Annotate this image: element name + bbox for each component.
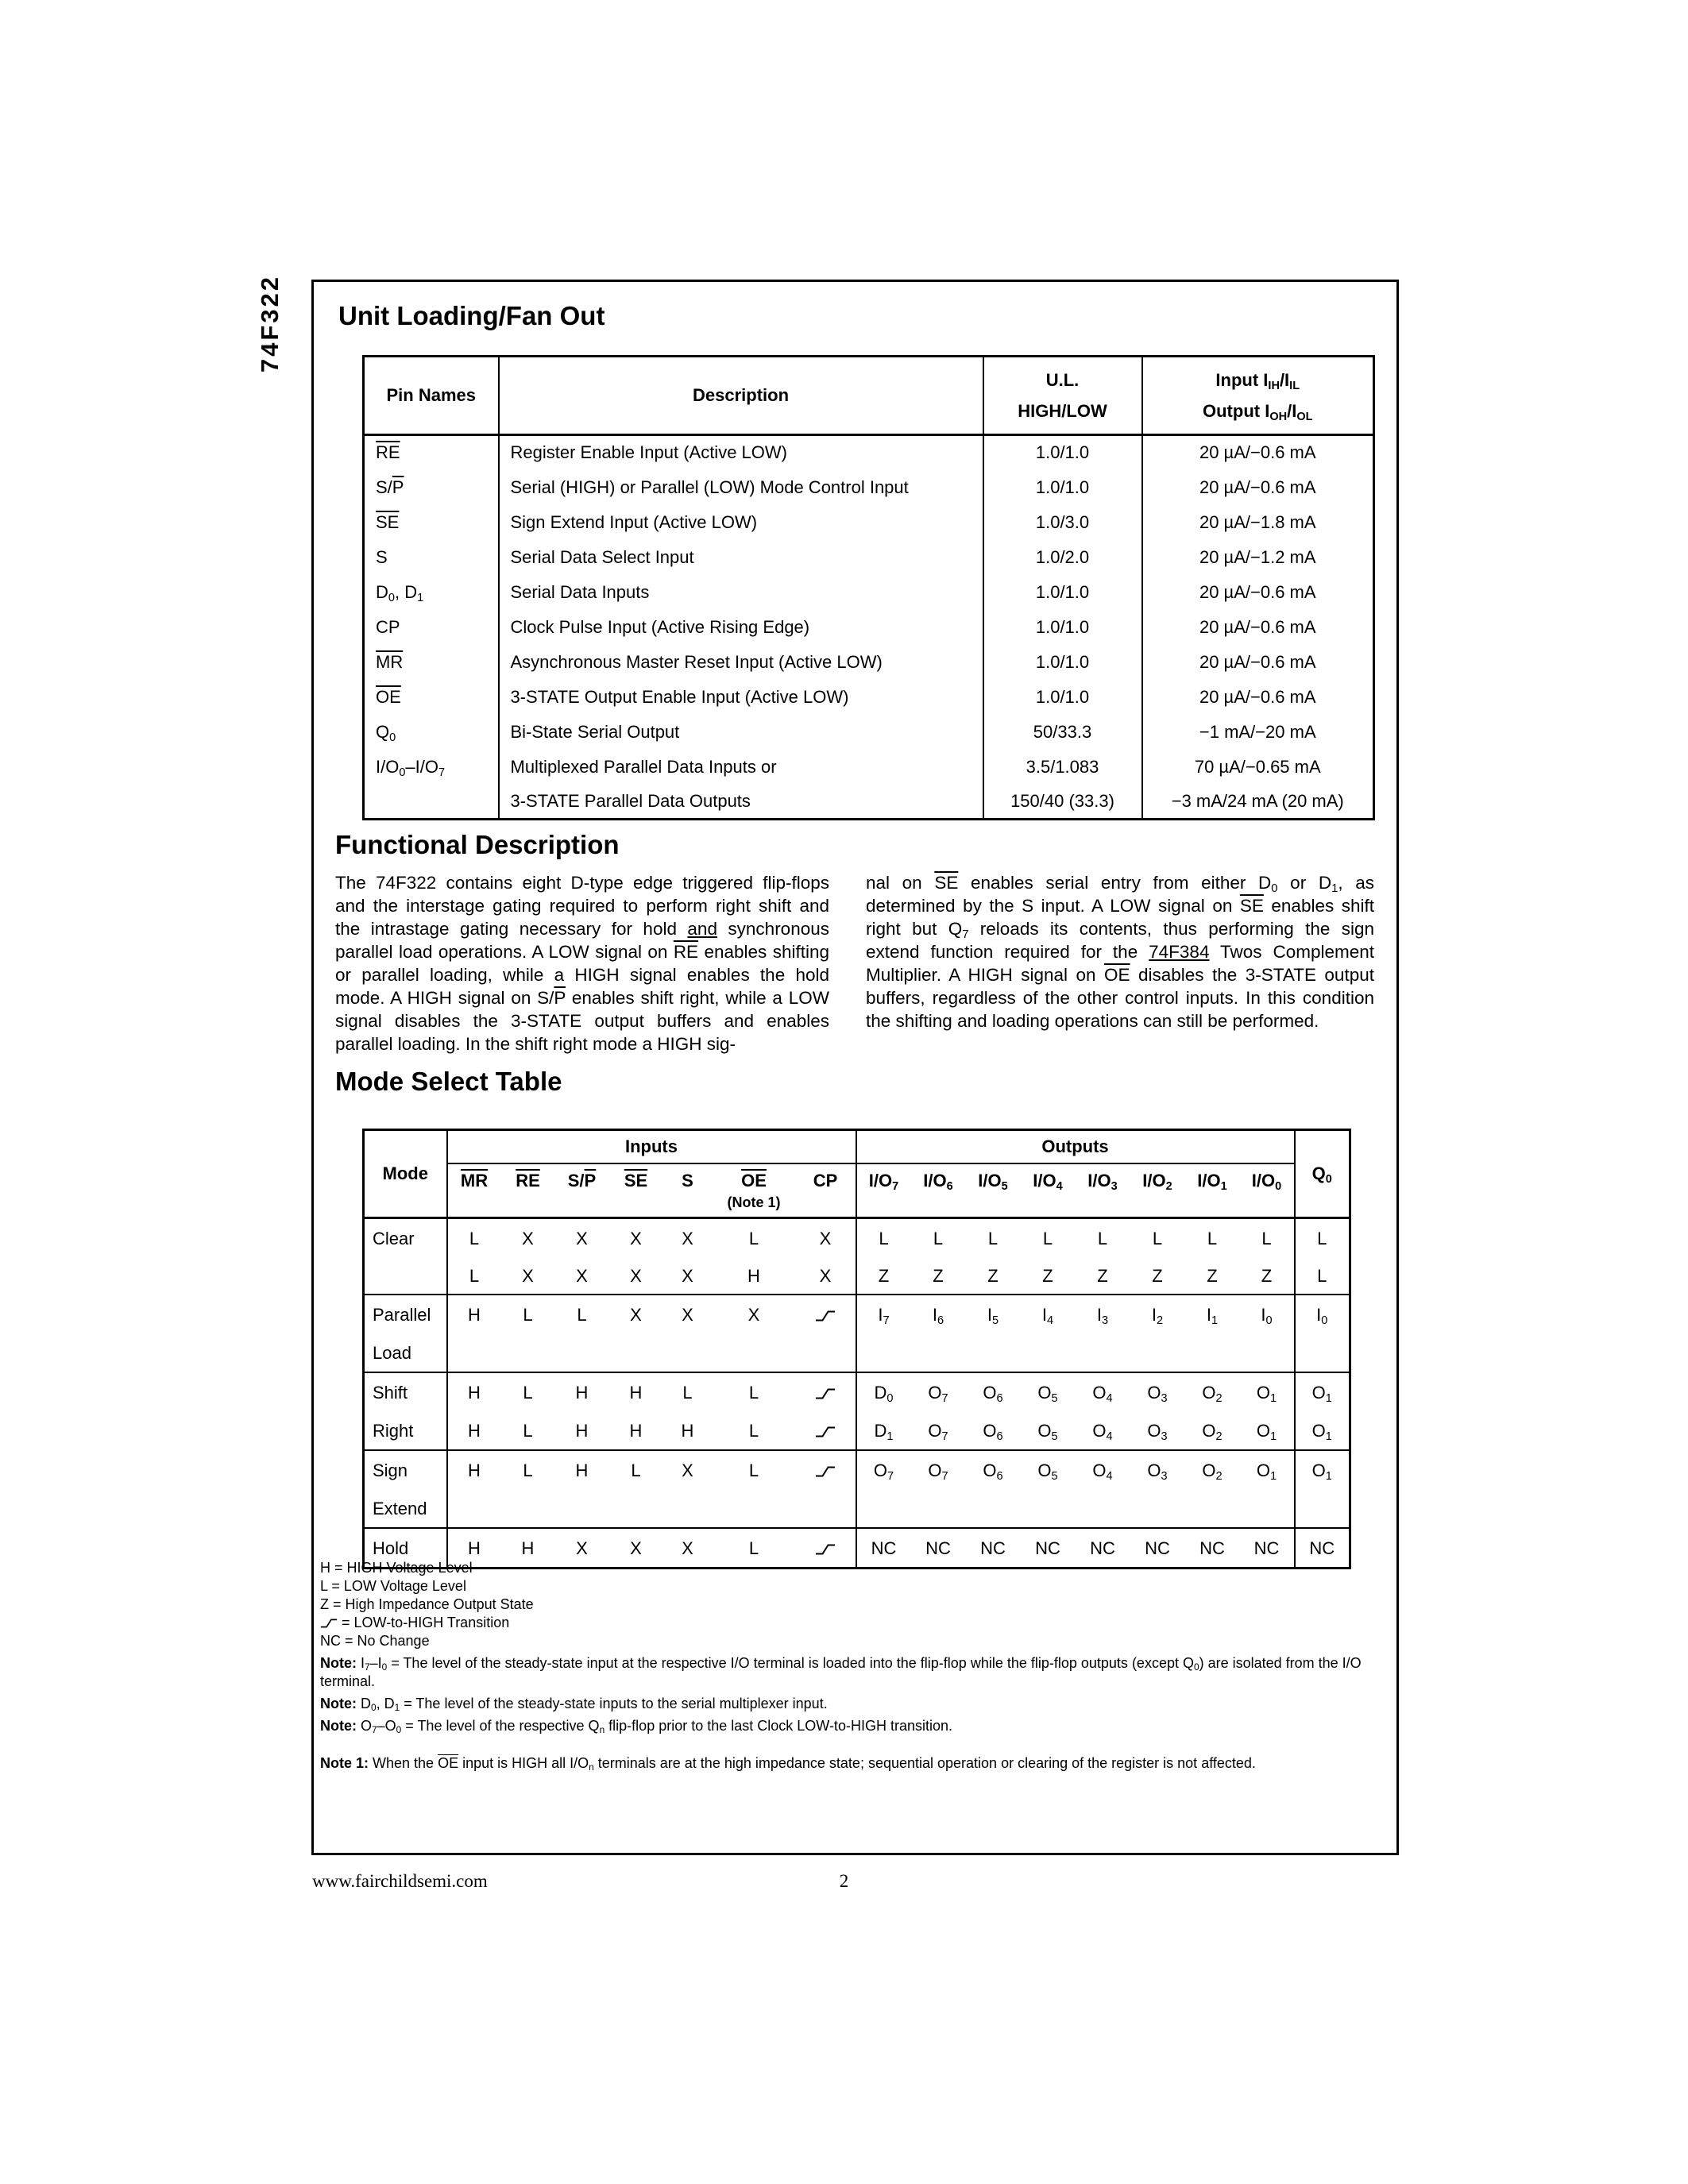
- output-cell: $I_5$: [966, 1295, 1021, 1372]
- output-cell: $O_7$: [911, 1372, 966, 1411]
- note-serial-inputs: Note: $D_0$, $D_1$ = The level of the steady-state inputs to the serial multiplexer input.: [320, 1696, 828, 1714]
- legend-low: L = LOW Voltage Level: [320, 1578, 466, 1594]
- current-cell: 20 µA/−0.6 mA: [1142, 470, 1374, 505]
- table-row: [364, 610, 1374, 645]
- output-cell: $O_4$: [1076, 1450, 1130, 1528]
- section-title-mode-select-table: Mode Select Table: [335, 1067, 562, 1096]
- input-cell: H: [555, 1450, 609, 1528]
- input-cell: L: [713, 1372, 796, 1411]
- output-cell: $O_2$: [1185, 1372, 1240, 1411]
- ul-cell: 1.0/1.0: [983, 680, 1142, 715]
- ul-cell: 50/33.3: [983, 715, 1142, 750]
- current-cell: −1 mA/−20 mA: [1142, 715, 1374, 750]
- table-row: [364, 435, 1374, 470]
- output-cell: NC: [1185, 1528, 1240, 1569]
- input-cell: X: [819, 1265, 832, 1286]
- current-cell: 70 µA/−0.65 mA: [1142, 750, 1374, 785]
- input-cell: H: [447, 1372, 501, 1411]
- table-row: [364, 575, 1374, 610]
- mode-label-text: Right: [373, 1420, 414, 1441]
- q0-column-header: $Q_0$: [1295, 1130, 1350, 1218]
- output-cell: $O_5$: [1021, 1450, 1076, 1528]
- output-cell: $I_2$: [1130, 1295, 1185, 1372]
- col-header-ul: [983, 357, 1142, 435]
- input-cell: L: [609, 1450, 663, 1528]
- input-cell: X: [630, 1265, 642, 1286]
- output-cell: $O_6$: [966, 1372, 1021, 1411]
- col-header-current: [1142, 357, 1374, 435]
- col-header-s: S: [663, 1163, 713, 1218]
- section-title-functional-description: Functional Description: [335, 830, 620, 859]
- col-header-io6: $I/O_6$: [911, 1163, 966, 1218]
- output-cell: $I_1$: [1185, 1295, 1240, 1372]
- q0-cell: NC: [1295, 1528, 1350, 1569]
- col-header-io4: $I/O_4$: [1021, 1163, 1076, 1218]
- mode-row-shift-right-1: [364, 1372, 1350, 1411]
- output-cell: $O_2$: [1202, 1420, 1223, 1443]
- table-row: [364, 645, 1374, 680]
- output-cell: Z: [1152, 1265, 1163, 1286]
- input-cell: X: [609, 1218, 663, 1256]
- output-cell: Z: [1261, 1265, 1273, 1286]
- table-row: [364, 785, 1374, 820]
- q0-cell: $O_1$: [1295, 1372, 1350, 1411]
- q0-cell: L: [1295, 1218, 1350, 1256]
- output-cell: $I_3$: [1076, 1295, 1130, 1372]
- ul-header-line2: HIGH/LOW: [1018, 400, 1107, 421]
- output-cell: $O_5$: [1037, 1420, 1058, 1443]
- description-cell: Serial (HIGH) or Parallel (LOW) Mode Control Input: [499, 470, 983, 505]
- mode-label-text: Shift: [373, 1382, 408, 1403]
- mode-label-text: Hold: [373, 1538, 409, 1558]
- footer-website-link[interactable]: www.fairchildsemi.com: [312, 1871, 488, 1891]
- pin-name-cell: $Q_0$: [364, 715, 499, 750]
- input-cell: X: [663, 1218, 713, 1256]
- pin-name-cell: $\overline{MR}$: [364, 645, 499, 680]
- col-header-se: $\overline{SE}$: [609, 1163, 663, 1218]
- table-row: [364, 750, 1374, 785]
- output-current-header: Output $I_{OH}/I_{OL}$: [1203, 400, 1313, 423]
- output-cell: $D_1$: [856, 1411, 911, 1450]
- col-header-sp: $S/\overline{P}$: [555, 1163, 609, 1218]
- current-cell: 20 µA/−0.6 mA: [1142, 645, 1374, 680]
- cp-edge-cell: [796, 1450, 856, 1528]
- current-cell: −3 mA/24 mA (20 mA): [1142, 785, 1374, 820]
- input-cell: X: [682, 1265, 693, 1286]
- output-cell: Z: [1042, 1265, 1053, 1286]
- part-number-sidebar-label: 74F322: [256, 275, 284, 373]
- input-cell: X: [663, 1295, 713, 1372]
- mode-label-text: Load: [373, 1342, 411, 1363]
- output-cell: $I_4$: [1021, 1295, 1076, 1372]
- input-cell: H: [629, 1420, 643, 1441]
- table-row: [364, 505, 1374, 540]
- table-row: [364, 680, 1374, 715]
- input-cell: X: [522, 1265, 534, 1286]
- col-header-io5: $I/O_5$: [966, 1163, 1021, 1218]
- col-header-io3: $I/O_3$: [1076, 1163, 1130, 1218]
- ul-cell: 1.0/1.0: [983, 645, 1142, 680]
- ul-cell: 150/40 (33.3): [983, 785, 1142, 820]
- output-cell: NC: [1021, 1528, 1076, 1569]
- input-cell: H: [447, 1528, 501, 1569]
- current-cell: 20 µA/−1.8 mA: [1142, 505, 1374, 540]
- mode-label-text: Parallel: [373, 1304, 431, 1325]
- input-cell: L: [501, 1295, 555, 1372]
- outputs-group-header: Outputs: [856, 1130, 1295, 1164]
- output-cell: $O_5$: [1021, 1372, 1076, 1411]
- description-cell: Sign Extend Input (Active LOW): [499, 505, 983, 540]
- output-cell: L: [911, 1218, 966, 1256]
- output-cell: $I_0$: [1240, 1295, 1295, 1372]
- mode-table-group-header-row: [364, 1130, 1350, 1164]
- output-cell: Z: [1097, 1265, 1108, 1286]
- output-cell: $O_3$: [1130, 1450, 1185, 1528]
- ul-header-stack: [984, 370, 1141, 422]
- input-cell: L: [447, 1218, 501, 1256]
- q0-cell: $O_1$: [1295, 1411, 1350, 1450]
- input-cell: L: [663, 1372, 713, 1411]
- mode-row-parallel-load: [364, 1295, 1350, 1372]
- content-frame: [311, 280, 1399, 1855]
- description-cell: Multiplexed Parallel Data Inputs or: [499, 750, 983, 785]
- current-header-stack: [1143, 370, 1373, 422]
- mode-label-shift-right: [364, 1372, 447, 1450]
- output-cell: NC: [1076, 1528, 1130, 1569]
- output-cell: $O_3$: [1130, 1372, 1185, 1411]
- cp-edge-cell: [796, 1372, 856, 1411]
- input-cell: L: [501, 1372, 555, 1411]
- input-cell: H: [501, 1528, 555, 1569]
- description-cell: Asynchronous Master Reset Input (Active LOW): [499, 645, 983, 680]
- input-cell: X: [663, 1528, 713, 1569]
- output-cell: $O_1$: [1240, 1450, 1295, 1528]
- col-header-cp: CP: [796, 1163, 856, 1218]
- table-notes: [320, 1559, 1381, 1773]
- ul-cell: 1.0/1.0: [983, 610, 1142, 645]
- output-cell: $O_6$: [966, 1450, 1021, 1528]
- mode-row-sign-extend: [364, 1450, 1350, 1528]
- col-header-io0: $I/O_0$: [1240, 1163, 1295, 1218]
- unit-loading-header-row: [364, 357, 1374, 435]
- input-cell: H: [681, 1420, 694, 1441]
- output-cell: $O_1$: [1256, 1420, 1277, 1443]
- inputs-group-header: Inputs: [447, 1130, 856, 1164]
- cp-edge-cell: [796, 1295, 856, 1372]
- input-cell: X: [796, 1218, 856, 1256]
- pin-name-cell: $S/\overline{P}$: [364, 470, 499, 505]
- input-cell: X: [663, 1450, 713, 1528]
- legend-edge-text: = LOW-to-HIGH Transition: [342, 1615, 510, 1630]
- output-cell: L: [856, 1218, 911, 1256]
- mode-row-clear-1: [364, 1218, 1350, 1256]
- low-to-high-transition-icon: [815, 1426, 836, 1437]
- col-header-description: Description: [499, 357, 983, 435]
- output-cell: $O_4$: [1076, 1372, 1130, 1411]
- ul-cell: 3.5/1.083: [983, 750, 1142, 785]
- pin-name-cell: [364, 785, 499, 820]
- mode-label-clear: [364, 1218, 447, 1295]
- low-to-high-transition-icon: [320, 1619, 338, 1628]
- output-cell: $I_6$: [911, 1295, 966, 1372]
- col-header-mr: $\overline{MR}$: [447, 1163, 501, 1218]
- output-cell: NC: [911, 1528, 966, 1569]
- input-cell: H: [575, 1420, 589, 1441]
- legend-nc: NC = No Change: [320, 1633, 430, 1649]
- input-cell: X: [713, 1295, 796, 1372]
- pin-name-cell: CP: [364, 610, 499, 645]
- q0-cell: L: [1295, 1256, 1350, 1295]
- output-cell: NC: [1240, 1528, 1295, 1569]
- unit-loading-table: [362, 355, 1375, 820]
- output-cell: Z: [987, 1265, 999, 1286]
- col-header-io1: $I/O_1$: [1185, 1163, 1240, 1218]
- output-cell: $D_0$: [856, 1372, 911, 1411]
- col-header-io7: $I/O_7$: [856, 1163, 911, 1218]
- col-header-oe: $\overline{OE}$ (Note 1): [713, 1163, 796, 1218]
- ul-cell: 1.0/2.0: [983, 540, 1142, 575]
- input-cell: X: [501, 1218, 555, 1256]
- table-row: [364, 540, 1374, 575]
- pin-name-cell: $\overline{SE}$: [364, 505, 499, 540]
- ul-header-line1: U.L.: [1045, 369, 1080, 390]
- q0-cell: $O_1$: [1295, 1450, 1350, 1528]
- mode-row-clear-2: [364, 1256, 1350, 1295]
- output-cell: L: [1185, 1218, 1240, 1256]
- current-cell: 20 µA/−0.6 mA: [1142, 610, 1374, 645]
- input-cell: H: [447, 1450, 501, 1528]
- pin-name-cell: $D_0$, $D_1$: [364, 575, 499, 610]
- description-cell: Serial Data Inputs: [499, 575, 983, 610]
- output-cell: L: [1021, 1218, 1076, 1256]
- legend-edge: [320, 1614, 1381, 1632]
- output-cell: $O_3$: [1147, 1420, 1168, 1443]
- input-cell: L: [713, 1218, 796, 1256]
- output-cell: Z: [856, 1256, 911, 1295]
- cp-edge-cell: [796, 1411, 856, 1450]
- mode-row-shift-right-2: [364, 1411, 1350, 1450]
- footer-page-number: 2: [839, 1871, 849, 1891]
- table-row: [364, 470, 1374, 505]
- input-cell: L: [748, 1420, 759, 1441]
- input-cell: X: [609, 1528, 663, 1569]
- mode-label-parallel-load: [364, 1295, 447, 1372]
- low-to-high-transition-icon: [815, 1310, 836, 1322]
- input-cell: X: [576, 1265, 588, 1286]
- current-cell: 20 µA/−1.2 mA: [1142, 540, 1374, 575]
- output-cell: $O_6$: [983, 1420, 1003, 1443]
- output-cell: Z: [933, 1265, 944, 1286]
- output-cell: L: [966, 1218, 1021, 1256]
- input-cell: H: [468, 1420, 481, 1441]
- output-cell: L: [1130, 1218, 1185, 1256]
- description-cell: Serial Data Select Input: [499, 540, 983, 575]
- mode-label-sign-extend: [364, 1450, 447, 1528]
- input-cell: X: [555, 1528, 609, 1569]
- output-cell: NC: [1130, 1528, 1185, 1569]
- functional-description-column-1: The 74F322 contains eight D-type edge triggered flip-flops and the interstage gating required to perform right shift and the intrastage gating necessary for hold and synchronous parallel load operations. A LOW signal on $\overline{RE}$ enables shifting or parallel loading, while a HIGH signal enables the hold mode. A HIGH signal on $S/\overline{P}$ enables shift right, while a LOW signal disables the 3-STATE output buffers and enables parallel loading. In the shift right mode a HIGH sig-: [335, 873, 830, 1054]
- low-to-high-transition-icon: [815, 1388, 836, 1399]
- input-cell: L: [713, 1528, 796, 1569]
- current-cell: 20 µA/−0.6 mA: [1142, 575, 1374, 610]
- input-cell: L: [713, 1450, 796, 1528]
- ul-cell: 1.0/3.0: [983, 505, 1142, 540]
- output-cell: NC: [856, 1528, 911, 1569]
- col-header-re: $\overline{RE}$: [501, 1163, 555, 1218]
- output-cell: $O_4$: [1092, 1420, 1113, 1443]
- current-cell: 20 µA/−0.6 mA: [1142, 680, 1374, 715]
- output-cell: $O_7$: [928, 1420, 948, 1443]
- input-cell: X: [609, 1295, 663, 1372]
- table-row: [364, 715, 1374, 750]
- low-to-high-transition-icon: [815, 1544, 836, 1555]
- output-cell: $I_7$: [856, 1295, 911, 1372]
- mode-label-text: Extend: [373, 1498, 427, 1518]
- pin-name-cell: $\overline{RE}$: [364, 435, 499, 470]
- ul-cell: 1.0/1.0: [983, 575, 1142, 610]
- pin-name-cell: $I/O_0-I/O_7$: [364, 750, 499, 785]
- input-cell: H: [747, 1265, 760, 1286]
- mode-label-text: Sign: [373, 1460, 408, 1480]
- low-to-high-transition-icon: [815, 1466, 836, 1477]
- input-cell: X: [555, 1218, 609, 1256]
- input-cell: L: [469, 1265, 480, 1286]
- description-cell: 3-STATE Output Enable Input (Active LOW): [499, 680, 983, 715]
- output-cell: L: [1240, 1218, 1295, 1256]
- section-title-unit-loading: Unit Loading/Fan Out: [338, 301, 605, 330]
- input-cell: L: [555, 1295, 609, 1372]
- note-inputs: Note: $I_7-I_0$ = The level of the steady-state input at the respective I/O terminal is loaded into the flip-flop while the flip-flop outputs (except $Q_0$) are isolated from the I/O terminal.: [320, 1655, 1362, 1689]
- ul-cell: 1.0/1.0: [983, 470, 1142, 505]
- mode-table-column-header-row: [364, 1163, 1350, 1218]
- input-current-header: Input $I_{IH}/I_{IL}$: [1215, 369, 1300, 392]
- input-cell: L: [523, 1420, 533, 1441]
- legend-high: H = HIGH Voltage Level: [320, 1560, 473, 1576]
- output-cell: $O_2$: [1185, 1450, 1240, 1528]
- input-cell: L: [501, 1450, 555, 1528]
- description-cell: Bi-State Serial Output: [499, 715, 983, 750]
- description-cell: Clock Pulse Input (Active Rising Edge): [499, 610, 983, 645]
- note-outputs: Note: $O_7-O_0$ = The level of the respective $Q_n$ flip-flop prior to the last Clock LOW-to-HIGH transition.: [320, 1718, 952, 1736]
- output-cell: L: [1076, 1218, 1130, 1256]
- mode-select-table: [362, 1129, 1351, 1569]
- col-header-pin-names: Pin Names: [364, 357, 499, 435]
- output-cell: $O_7$: [911, 1450, 966, 1528]
- current-cell: 20 µA/−0.6 mA: [1142, 435, 1374, 470]
- input-cell: H: [555, 1372, 609, 1411]
- input-cell: H: [447, 1295, 501, 1372]
- mode-label-text: Clear: [373, 1229, 415, 1248]
- description-cell: Register Enable Input (Active LOW): [499, 435, 983, 470]
- note-1: Note 1: When the $\overline{OE}$ input is HIGH all $I/O_n$ terminals are at the high impedance state; sequential operation or clearing of the register is not affected.: [320, 1755, 1256, 1773]
- output-cell: NC: [966, 1528, 1021, 1569]
- mode-column-header: Mode: [364, 1130, 447, 1218]
- output-cell: $O_1$: [1240, 1372, 1295, 1411]
- legend-highz: Z = High Impedance Output State: [320, 1596, 534, 1612]
- q0-cell: $I_0$: [1295, 1295, 1350, 1372]
- ul-cell: 1.0/1.0: [983, 435, 1142, 470]
- functional-description-column-2: nal on $\overline{SE}$ enables serial entry from either $D_0$ or $D_1$, as determined by the S input. A LOW signal on $\overline{SE}$ enables shift right but $Q_7$ reloads its contents, thus performing the sign extend function required for the 74F384 Twos Complement Multiplier. A HIGH signal on $\overline{OE}$ disables the 3-STATE output buffers, regardless of the other control inputs. In this condition the shifting and loading operations can still be performed.: [866, 873, 1374, 1031]
- pin-name-cell: $\overline{OE}$: [364, 680, 499, 715]
- input-cell: H: [609, 1372, 663, 1411]
- pin-name-cell: S: [364, 540, 499, 575]
- output-cell: Z: [1207, 1265, 1218, 1286]
- description-cell: 3-STATE Parallel Data Outputs: [499, 785, 983, 820]
- output-cell: $O_7$: [856, 1450, 911, 1528]
- col-header-io2: $I/O_2$: [1130, 1163, 1185, 1218]
